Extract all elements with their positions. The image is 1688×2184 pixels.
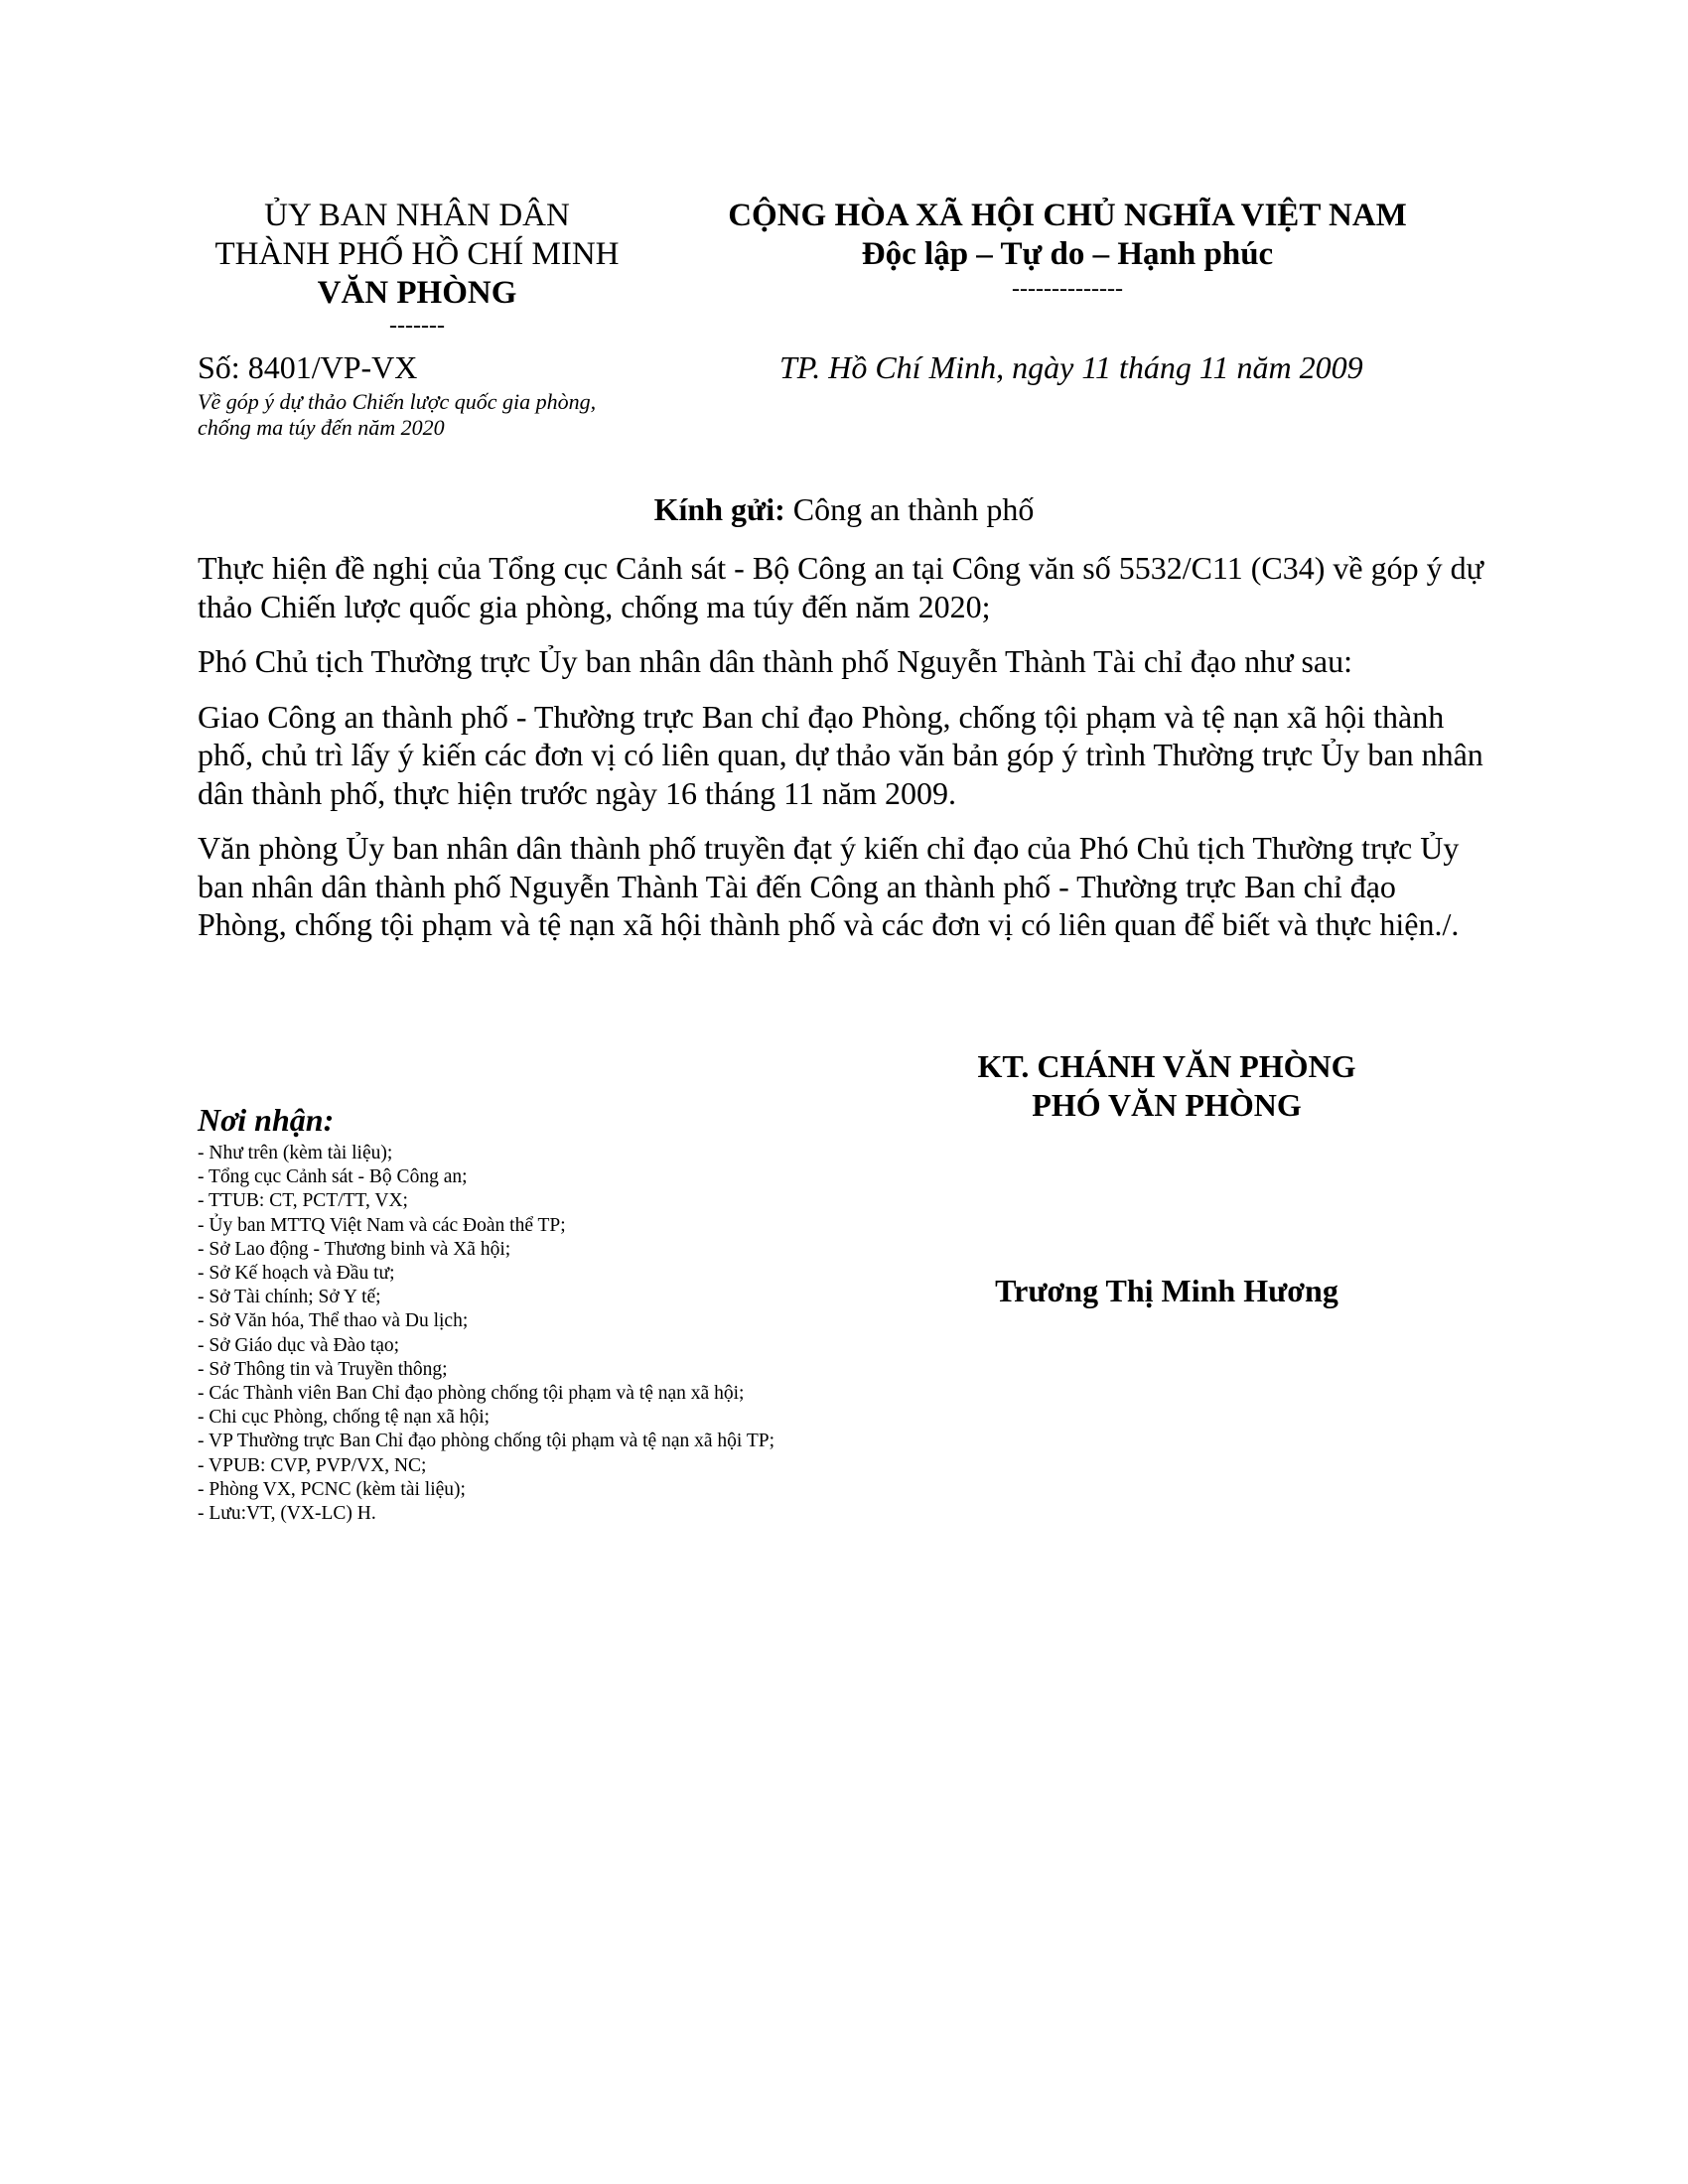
body-paragraph: Giao Công an thành phố - Thường trực Ban chỉ đạo Phòng, chống tội phạm và tệ nạn xã hội thành phố, chủ trì lấy ý kiến các đơn vị có liên quan, dự thảo văn bản góp ý trình Thường trực Ủy ban nhân dân thành phố, thực hiện trước ngày 16 tháng 11 năm 2009. <box>198 698 1483 811</box>
national-title: CỘNG HÒA XÃ HỘI CHỦ NGHĨA VIỆT NAM <box>728 198 1407 233</box>
body-paragraph: Phó Chủ tịch Thường trực Ủy ban nhân dân thành phố Nguyễn Thành Tài chỉ đạo như sau: <box>198 643 1352 679</box>
document-subject: Về góp ý dự thảo Chiến lược quốc gia phòng, chống ma túy đến năm 2020 <box>198 389 597 440</box>
issuing-agency-block <box>189 197 645 339</box>
list-item: - VP Thường trực Ban Chỉ đạo phòng chống tội phạm và tệ nạn xã hội TP; <box>198 1431 775 1452</box>
list-item: - Tổng cục Cảnh sát - Bộ Công an; <box>198 1166 468 1188</box>
list-item: - Sở Tài chính; Sở Y tế; <box>198 1287 381 1308</box>
list-item: - Sở Giáo dục và Đào tạo; <box>198 1334 400 1356</box>
agency-line-1: ỦY BAN NHÂN DÂN <box>264 198 570 233</box>
list-item: - Ủy ban MTTQ Việt Nam và các Đoàn thể TP; <box>198 1214 566 1236</box>
recipient-name: Công an thành phố <box>792 491 1035 527</box>
signature-title: KT. CHÁNH VĂN PHÒNG <box>977 1048 1356 1084</box>
signature-block <box>854 1047 1479 1125</box>
list-item: - Sở Thông tin và Truyền thông; <box>198 1358 448 1380</box>
list-item: - Như trên (kèm tài liệu); <box>198 1143 393 1163</box>
document-number: Số: 8401/VP-VX <box>198 349 418 385</box>
list-item: - Phòng VX, PCNC (kèm tài liệu); <box>198 1478 466 1500</box>
recipient-label: Kính gửi: <box>653 491 785 527</box>
agency-divider: ------- <box>389 313 445 339</box>
list-item: - Sở Văn hóa, Thể thao và Du lịch; <box>198 1310 469 1332</box>
list-item: - Các Thành viên Ban Chỉ đạo phòng chống tội phạm và tệ nạn xã hội; <box>198 1383 745 1405</box>
signer-name: Trương Thị Minh Hương <box>995 1273 1338 1308</box>
body-paragraph: Thực hiện đề nghị của Tổng cục Cảnh sát - Bộ Công an tại Công văn số 5532/C11 (C34) về góp ý dự thảo Chiến lược quốc gia phòng, chống ma túy đến năm 2020; <box>198 550 1483 624</box>
signature-position: PHÓ VĂN PHÒNG <box>1032 1087 1302 1123</box>
body-paragraph: Văn phòng Ủy ban nhân dân thành phố truyền đạt ý kiến chỉ đạo của Phó Chủ tịch Thường trực Ủy ban nhân dân thành phố Nguyễn Thành Tài đến Công an thành phố - Thường trực Ban chỉ đạo Phòng, chống tội phạm và tệ nạn xã hội thành phố và các đơn vị có liên quan để biết và thực hiện./. <box>198 830 1460 942</box>
national-motto-block <box>655 197 1479 304</box>
list-item: - Chi cục Phòng, chống tệ nạn xã hội; <box>198 1407 491 1429</box>
recipient-line <box>0 491 1688 528</box>
list-item: - Lưu:VT, (VX-LC) H. <box>198 1503 376 1525</box>
document-date: TP. Hồ Chí Minh, ngày 11 tháng 11 năm 2009 <box>779 349 1363 385</box>
motto-divider: -------------- <box>1012 276 1123 302</box>
list-item: - Sở Lao động - Thương binh và Xã hội; <box>198 1238 511 1260</box>
agency-line-2: THÀNH PHỐ HỒ CHÍ MINH <box>214 236 620 272</box>
list-item: - Sở Kế hoạch và Đầu tư; <box>198 1263 395 1285</box>
list-item: - TTUB: CT, PCT/TT, VX; <box>198 1190 408 1212</box>
recipients-list <box>198 1142 833 1526</box>
document-body <box>198 549 1488 961</box>
agency-line-3: VĂN PHÒNG <box>317 275 517 311</box>
list-item: - VPUB: CVP, PVP/VX, NC; <box>198 1454 427 1476</box>
recipients-list-title: Nơi nhận: <box>198 1102 335 1138</box>
national-motto: Độc lập – Tự do – Hạnh phúc <box>861 236 1274 272</box>
